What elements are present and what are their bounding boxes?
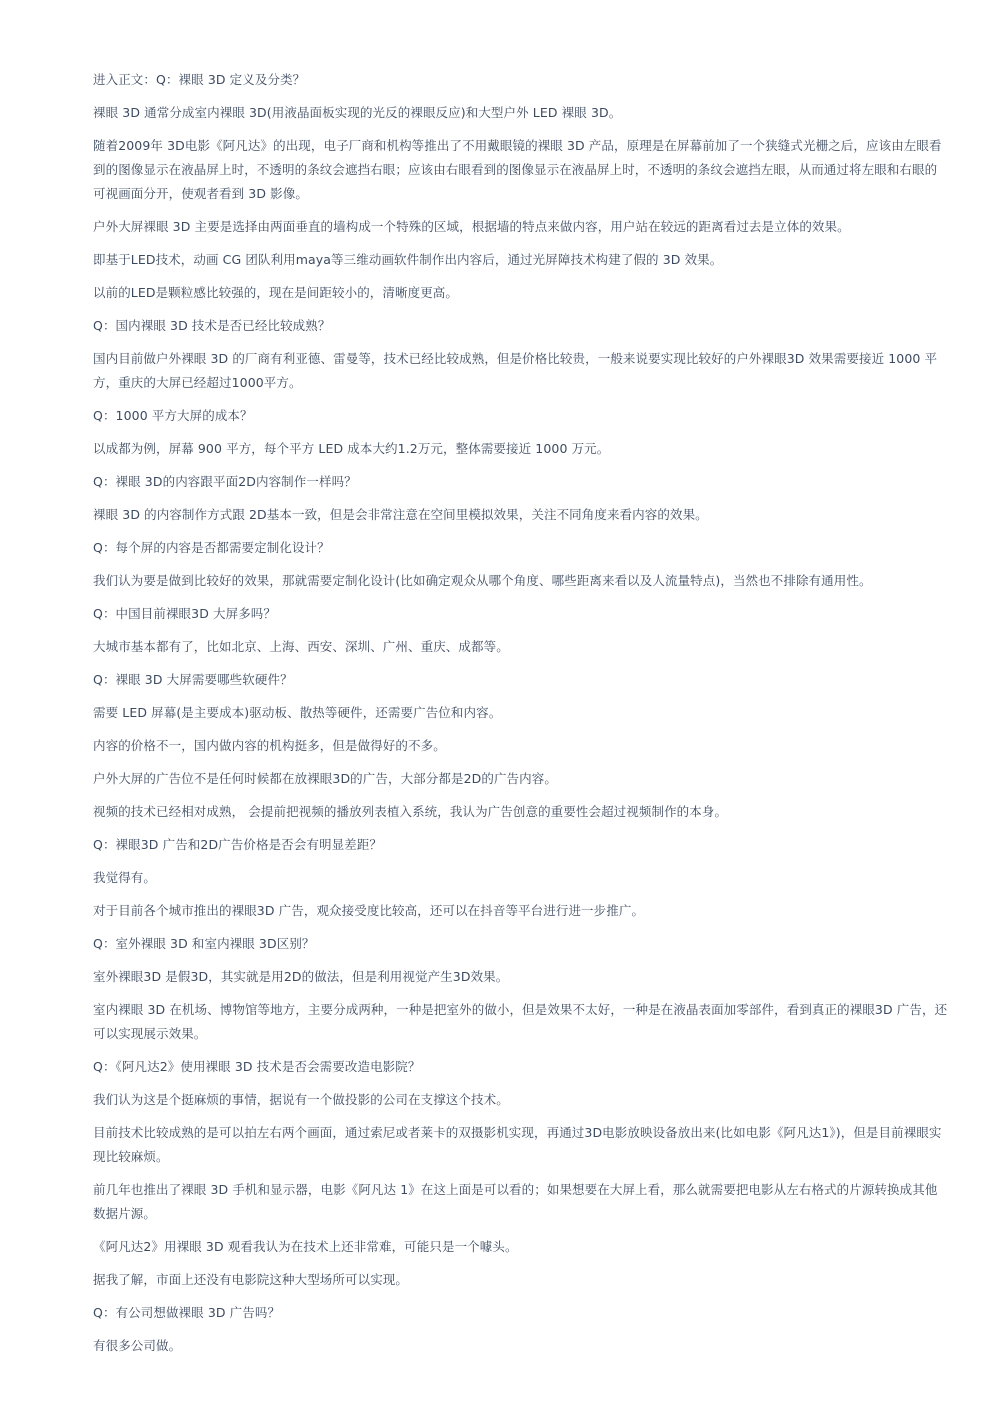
document-body [93,68,948,1367]
paragraph: 以前的LED是颗粒感比较强的，现在是间距较小的，清晰度更高。 [93,285,458,300]
paragraph: Q：每个屏的内容是否都需要定制化设计？ [93,540,330,555]
paragraph: Q：裸眼 3D 大屏需要哪些软硬件？ [93,672,293,687]
paragraph: Q：国内裸眼 3D 技术是否已经比较成熟？ [93,318,331,333]
paragraph: 目前技术比较成熟的是可以拍左右两个画面，通过索尼或者莱卡的双摄影机实现，再通过3D电影放映设备放出来(比如电影《阿凡达1》)，但是目前裸眼实现比较麻烦。 [93,1125,942,1164]
paragraph: 视频的技术已经相对成熟， 会提前把视频的播放列表植入系统，我认为广告创意的重要性会超过视频制作的本身。 [93,804,728,819]
paragraph: 大城市基本都有了，比如北京、上海、西安、深圳、广州、重庆、成都等。 [93,639,509,654]
paragraph: 裸眼 3D 的内容制作方式跟 2D基本一致，但是会非常注意在空间里模拟效果，关注不同角度来看内容的效果。 [93,507,708,522]
paragraph: 我觉得有。 [93,870,157,885]
paragraph: 内容的价格不一，国内做内容的机构挺多，但是做得好的不多。 [93,738,446,753]
paragraph: 我们认为这是个挺麻烦的事情，据说有一个做投影的公司在支撑这个技术。 [93,1092,509,1107]
paragraph: Q：裸眼3D 广告和2D广告价格是否会有明显差距？ [93,837,382,852]
paragraph: 前几年也推出了裸眼 3D 手机和显示器，电影《阿凡达 1》在这上面是可以看的；如果想要在大屏上看，那么就需要把电影从左右格式的片源转换成其他数据片源。 [93,1182,938,1221]
paragraph: 国内目前做户外裸眼 3D 的厂商有利亚德、雷曼等，技术已经比较成熟，但是价格比较贵，一般来说要实现比较好的户外裸眼3D 效果需要接近 1000 平方，重庆的大屏已经超过1000平方。 [93,351,938,390]
paragraph: Q：有公司想做裸眼 3D 广告吗？ [93,1305,281,1320]
paragraph: 室外裸眼3D 是假3D，其实就是用2D的做法，但是利用视觉产生3D效果。 [93,969,509,984]
paragraph: 《阿凡达2》用裸眼 3D 观看我认为在技术上还非常难，可能只是一个噱头。 [93,1239,518,1254]
paragraph: 户外大屏裸眼 3D 主要是选择由两面垂直的墙构成一个特殊的区域，根据墙的特点来做内容，用户站在较远的距离看过去是立体的效果。 [93,219,850,234]
paragraph: 随着2009年 3D电影《阿凡达》的出现，电子厂商和机构等推出了不用戴眼镜的裸眼 3D 产品，原理是在屏幕前加了一个狭缝式光栅之后，应该由左眼看到的图像显示在液晶屏上时，不透明的条纹会遮挡右眼；应该由右眼看到的图像显示在液晶屏上时，不透明的条纹会遮挡左眼，从而通过将左眼和右眼的可视画面分开，使观者看到 3D 影像。 [93,138,942,201]
paragraph: 有很多公司做。 [93,1338,182,1353]
paragraph: Q：裸眼 3D的内容跟平面2D内容制作一样吗？ [93,474,357,489]
paragraph: 需要 LED 屏幕(是主要成本)驱动板、散热等硬件，还需要广告位和内容。 [93,705,502,720]
paragraph: 据我了解，市面上还没有电影院这种大型场所可以实现。 [93,1272,409,1287]
paragraph: 对于目前各个城市推出的裸眼3D 广告，观众接受度比较高，还可以在抖音等平台进行进一步推广。 [93,903,645,918]
paragraph: 裸眼 3D 通常分成室内裸眼 3D(用液晶面板实现的光反的裸眼反应)和大型户外 LED 裸眼 3D。 [93,105,622,120]
paragraph: 室内裸眼 3D 在机场、博物馆等地方，主要分成两种，一种是把室外的做小，但是效果不太好，一种是在液晶表面加零部件，看到真正的裸眼3D 广告，还可以实现展示效果。 [93,1002,948,1041]
paragraph: 进入正文：Q：裸眼 3D 定义及分类？ [93,72,306,87]
paragraph: 即基于LED技术，动画 CG 团队利用maya等三维动画软件制作出内容后，通过光屏障技术构建了假的 3D 效果。 [93,252,723,267]
paragraph: 户外大屏的广告位不是任何时候都在放裸眼3D的广告，大部分都是2D的广告内容。 [93,771,557,786]
paragraph: Q：1000 平方大屏的成本？ [93,408,253,423]
paragraph: 以成都为例，屏幕 900 平方，每个平方 LED 成本大约1.2万元，整体需要接近 1000 万元。 [93,441,610,456]
paragraph: Q：《阿凡达2》使用裸眼 3D 技术是否会需要改造电影院？ [93,1059,421,1074]
paragraph: 我们认为要是做到比较好的效果，那就需要定制化设计(比如确定观众从哪个角度、哪些距离来看以及人流量特点)，当然也不排除有通用性。 [93,573,872,588]
paragraph: Q：室外裸眼 3D 和室内裸眼 3D区别？ [93,936,315,951]
paragraph: Q：中国目前裸眼3D 大屏多吗？ [93,606,276,621]
